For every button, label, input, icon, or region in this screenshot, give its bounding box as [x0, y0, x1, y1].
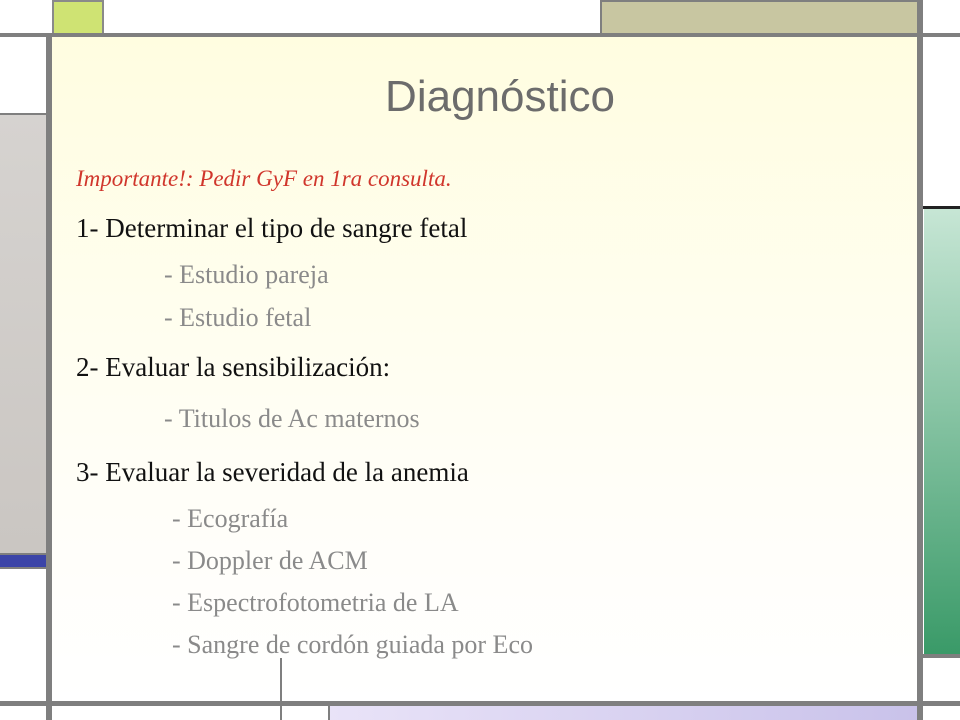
step-3-subitem: - Doppler de ACM: [172, 546, 368, 575]
step-1-subitem: - Estudio fetal: [164, 303, 312, 332]
frame-line: [0, 553, 46, 555]
step-3-subitem: - Sangre de cordón guiada por Eco: [172, 630, 533, 659]
frame-line: [0, 701, 960, 706]
frame-line: [0, 33, 960, 37]
decor-green-gradient-block: [924, 208, 960, 654]
frame-line: [328, 704, 330, 720]
important-note: Importante!: Pedir GyF en 1ra consulta.: [76, 166, 452, 191]
decor-lavender-block: [330, 706, 920, 720]
frame-line: [0, 567, 46, 569]
decor-blue-block: [0, 553, 46, 567]
decor-gray-block: [0, 113, 46, 553]
frame-line: [923, 654, 960, 658]
step-2-label: 2- Evaluar la sensibilización:: [76, 352, 391, 382]
slide-title: Diagnóstico: [385, 72, 615, 121]
step-3-label: 3- Evaluar la severidad de la anemia: [76, 457, 469, 487]
frame-line: [280, 658, 282, 720]
step-3-subitem: - Ecografía: [172, 504, 289, 533]
step-1-label: 1- Determinar el tipo de sangre fetal: [76, 213, 468, 243]
step-3-subitem: - Espectrofotometria de LA: [172, 588, 459, 617]
frame-line: [46, 33, 52, 720]
frame-line: [923, 206, 960, 209]
step-1-subitem: - Estudio pareja: [164, 260, 329, 289]
step-2-subitem: - Titulos de Ac maternos: [164, 404, 420, 433]
